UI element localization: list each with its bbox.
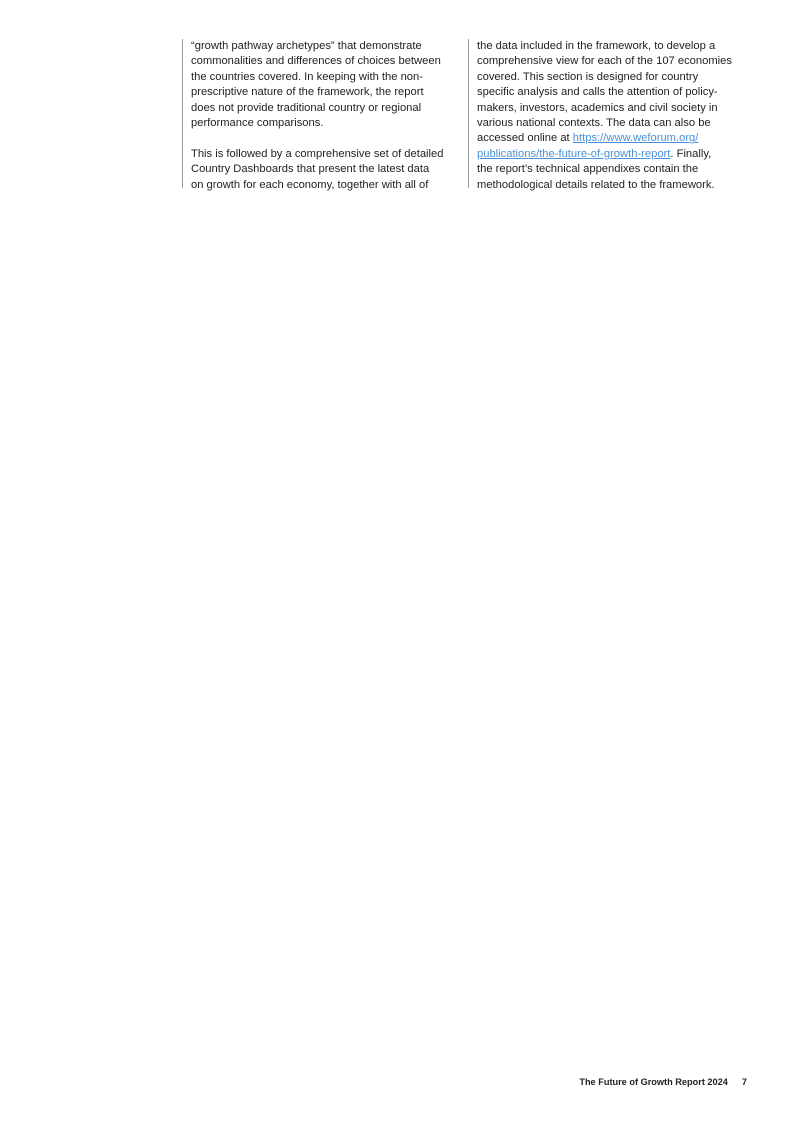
body-text-line: performance comparisons. — [191, 117, 324, 130]
body-text-line: does not provide traditional country or regional — [191, 101, 422, 114]
footer-report-title: The Future of Growth Report 2024 — [579, 1077, 728, 1087]
right-text-column — [468, 39, 757, 191]
body-text-line: commonalities and differences of choices between — [191, 55, 441, 68]
left-text-column — [182, 39, 463, 191]
report-url-link-part1[interactable]: https://www.weforum.org/ — [572, 132, 699, 145]
body-text-line: the countries covered. In keeping with the non- — [191, 70, 423, 83]
body-text-line: methodological details related to the framework. — [477, 178, 715, 191]
page-number: 7 — [741, 1077, 747, 1087]
body-text-line: covered. This section is designed for country — [477, 70, 699, 83]
body-text-line: “growth pathway archetypes” that demonstrate — [191, 40, 422, 52]
body-text-line: various national contexts. The data can also be — [477, 117, 711, 130]
body-text-line: This is followed by a comprehensive set of detailed — [191, 147, 444, 160]
paragraph-gap — [191, 131, 463, 146]
body-text-line: the data included in the framework, to develop a — [477, 40, 716, 52]
body-text-line: Country Dashboards that present the latest data — [191, 163, 430, 176]
page-footer — [579, 1077, 747, 1087]
body-text-line: makers, investors, academics and civil society in — [477, 101, 718, 114]
link-prefix-text: accessed online at — [477, 132, 573, 145]
report-url-link-part2[interactable]: publications/the-future-of-growth-report — [477, 147, 671, 160]
body-text-line: prescriptive nature of the framework, the report — [191, 86, 424, 99]
body-text-line: on growth for each economy, together with all of — [191, 178, 429, 191]
body-text-line-with-link — [477, 147, 757, 162]
body-text-line: the report’s technical appendixes contain the — [477, 163, 699, 176]
body-text-line-with-link — [477, 131, 757, 146]
link-suffix-text: . Finally, — [670, 147, 712, 160]
body-text-line: specific analysis and calls the attention of policy- — [477, 86, 718, 99]
body-text-line: comprehensive view for each of the 107 economies — [477, 55, 732, 68]
